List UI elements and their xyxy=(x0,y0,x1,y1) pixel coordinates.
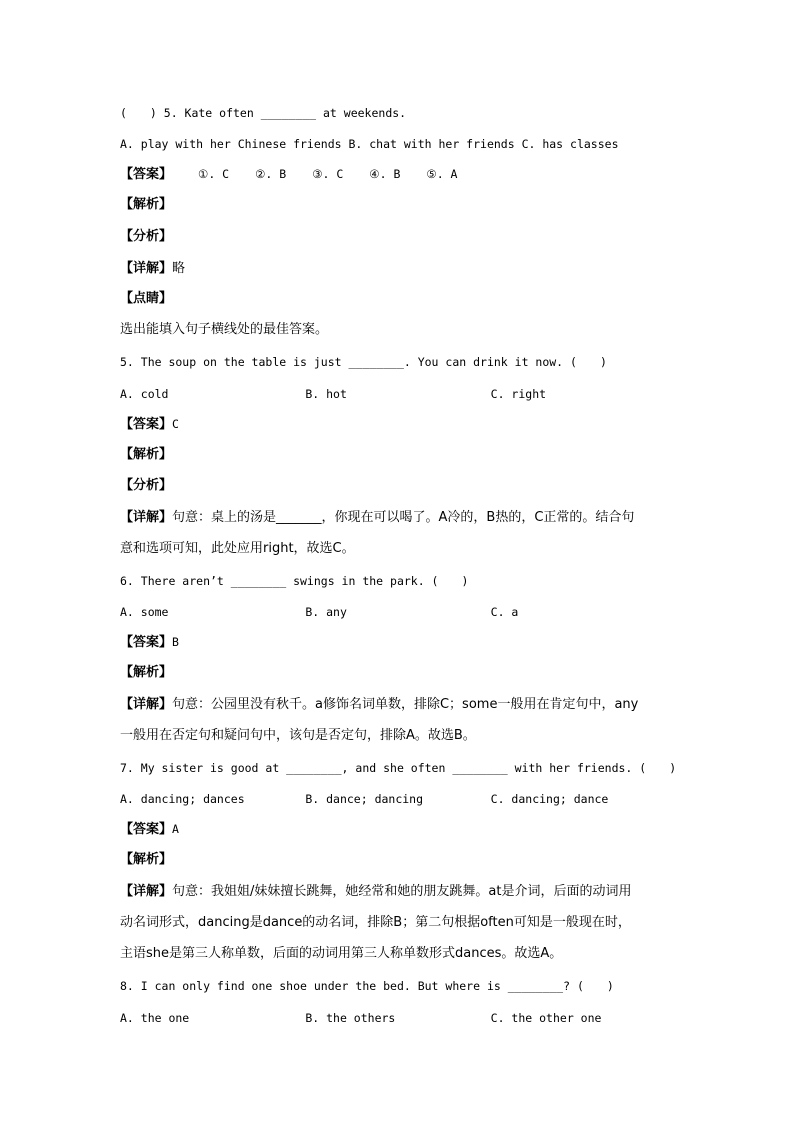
dianjing-text: 选出能填入句子横线处的最佳答案。 xyxy=(120,322,329,337)
question-8-options xyxy=(120,1010,676,1026)
answer-item: ④. B xyxy=(369,167,401,181)
answer-row-7 xyxy=(120,821,676,838)
answer-value: C xyxy=(172,417,179,431)
fenxi-label: 【分析】 xyxy=(120,478,173,493)
answer-row-6 xyxy=(120,634,676,651)
detail-row-7 xyxy=(120,884,676,900)
answer-label: 【答案】 xyxy=(120,635,173,650)
option-b: B. any xyxy=(305,605,347,619)
detail-label: 【详解】 xyxy=(120,261,173,276)
option-a: A. some xyxy=(120,605,169,619)
detail-text: 句意：我姐姐/妹妹擅长跳舞，她经常和她的朋友跳舞。at是介词，后面的动词用 xyxy=(172,884,632,899)
detail-text: 略 xyxy=(172,261,186,276)
detail-text: 句意：桌上的汤是_______，你现在可以喝了。A冷的，B热的，C正常的。结合句 xyxy=(172,510,635,525)
option-b: B. hot xyxy=(305,387,347,401)
option-a: A. dancing; dances xyxy=(120,792,245,806)
option-b: B. the others xyxy=(305,1011,396,1025)
question-7-options xyxy=(120,791,676,807)
fenxi-label: 【分析】 xyxy=(120,229,173,244)
analysis-label: 【解析】 xyxy=(120,197,173,212)
answer-row-prev xyxy=(120,166,676,183)
analysis-label: 【解析】 xyxy=(120,852,173,867)
detail-text-cont: 动名词形式，dancing是dance的动名词，排除B；第二句根据often可知是一般现在时， xyxy=(120,915,631,930)
option-c: C. the other one xyxy=(490,1011,602,1025)
option-b: B. dance; dancing xyxy=(305,792,424,806)
question-5-options xyxy=(120,386,676,402)
answer-item: ⑤. A xyxy=(426,167,458,181)
answer-value: A xyxy=(172,822,179,836)
option-a: A. cold xyxy=(120,387,169,401)
answer-label: 【答案】 xyxy=(120,822,173,837)
dianjing-label: 【点睛】 xyxy=(120,291,173,306)
question-8: 8. I can only find one shoe under the bed. But where is ________? ( ) xyxy=(120,979,614,993)
detail-label: 【详解】 xyxy=(120,884,173,899)
analysis-label: 【解析】 xyxy=(120,447,173,462)
detail-row-6 xyxy=(120,697,676,713)
answer-row-5 xyxy=(120,416,676,433)
question-prev-5-options: A. play with her Chinese friends B. chat with her friends C. has classes xyxy=(120,137,619,151)
answer-label: 【答案】 xyxy=(120,417,173,432)
question-6: 6. There aren’t ________ swings in the park. ( ) xyxy=(120,574,469,588)
answer-label: 【答案】 xyxy=(120,167,173,182)
detail-label: 【详解】 xyxy=(120,697,173,712)
analysis-label: 【解析】 xyxy=(120,665,173,680)
answer-item: ③. C xyxy=(312,167,344,181)
detail-row-5 xyxy=(120,510,676,526)
detail-label: 【详解】 xyxy=(120,510,173,525)
option-c: C. dancing; dance xyxy=(490,792,609,806)
question-5: 5. The soup on the table is just ________. You can drink it now. ( ) xyxy=(120,355,607,369)
detail-text: 句意：公园里没有秋千。a修饰名词单数，排除C；some一般用在肯定句中，any xyxy=(172,697,639,712)
option-c: C. right xyxy=(490,387,547,401)
detail-text-cont: 一般用在否定句和疑问句中，该句是否定句，排除A。故选B。 xyxy=(120,728,476,743)
detail-text-cont: 主语she是第三人称单数，后面的动词用第三人称单数形式dances。故选A。 xyxy=(120,946,563,961)
question-6-options xyxy=(120,604,676,620)
answer-value: B xyxy=(172,635,179,649)
detail-text-cont: 意和选项可知，此处应用right，故选C。 xyxy=(120,541,355,556)
answer-item: ①. C xyxy=(198,167,230,181)
answer-item: ②. B xyxy=(255,167,287,181)
question-prev-5: ( ) 5. Kate often ________ at weekends. xyxy=(120,106,407,120)
option-a: A. the one xyxy=(120,1011,190,1025)
question-7: 7. My sister is good at ________, and she often ________ with her friends. ( ) xyxy=(120,761,677,775)
option-c: C. a xyxy=(490,605,519,619)
detail-row-prev xyxy=(120,260,676,277)
